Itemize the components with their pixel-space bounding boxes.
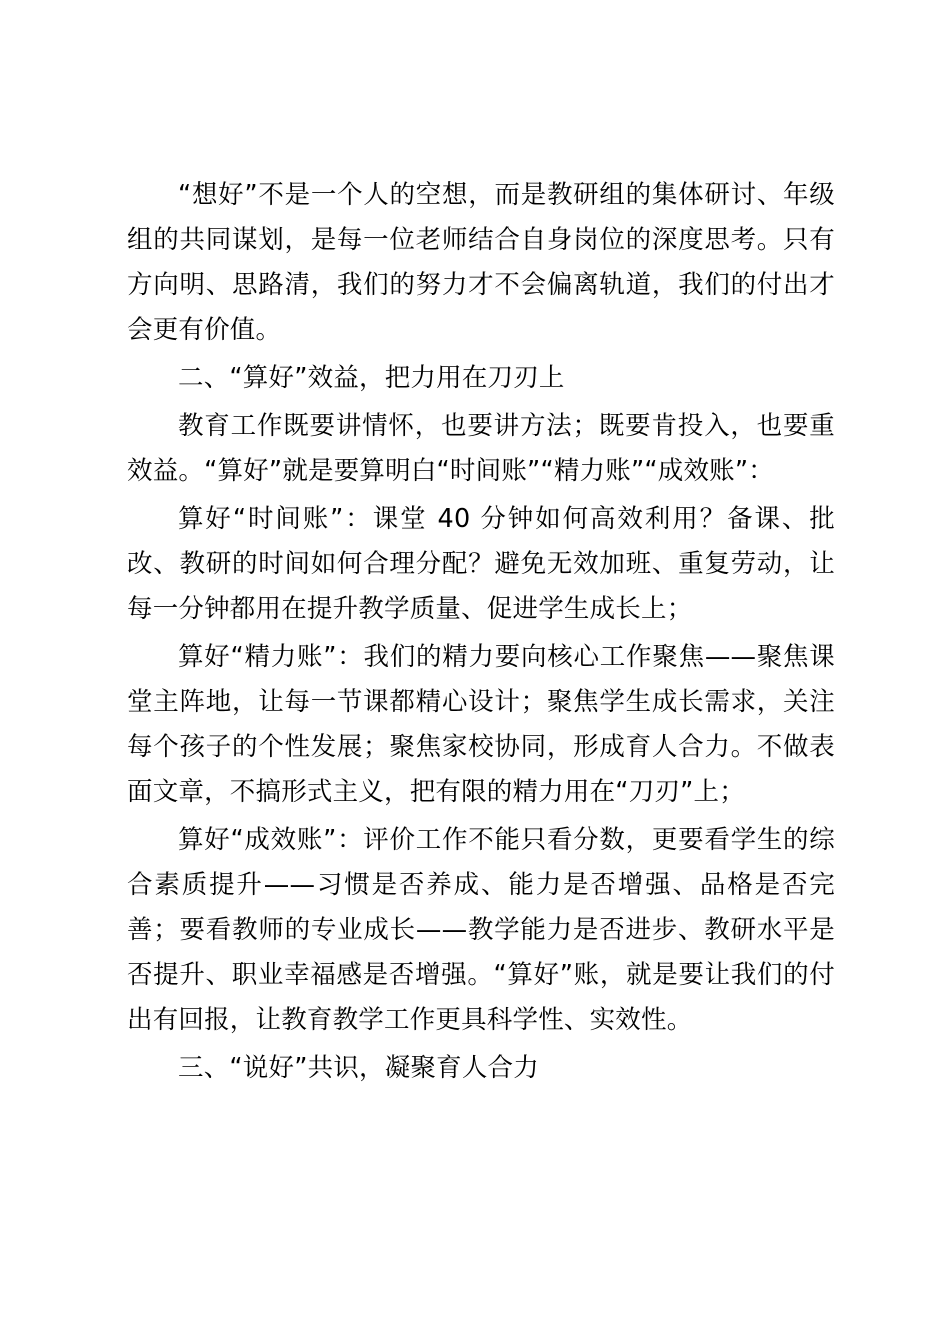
document-body xyxy=(127,173,835,1091)
section-heading-3: 三、“说好”共识，凝聚育人合力 xyxy=(178,1053,539,1083)
paragraph-time-account: 算好“时间账”：课堂 40 分钟如何高效利用？备课、批改、教研的时间如何合理分配？避免无效加班、重复劳动，让每一分钟都用在提升教学质量、促进学生成长上； xyxy=(127,504,835,624)
paragraph-suanhao-intro: 教育工作既要讲情怀，也要讲方法；既要肯投入，也要重效益。“算好”就是要算明白“时间账”“精力账”“成效账”： xyxy=(127,411,835,486)
paragraph-energy-account: 算好“精力账”：我们的精力要向核心工作聚焦——聚焦课堂主阵地，让每一节课都精心设计；聚焦学生成长需求，关注每个孩子的个性发展；聚焦家校协同，形成育人合力。不做表面文章，不搞形式主义，把有限的精力用在“刀刃”上； xyxy=(127,642,835,807)
paragraph-xianghao-conclusion: “想好”不是一个人的空想，而是教研组的集体研讨、年级组的共同谋划，是每一位老师结合自身岗位的深度思考。只有方向明、思路清，我们的努力才不会偏离轨道，我们的付出才会更有价值。 xyxy=(127,180,835,345)
section-heading-2: 二、“算好”效益，把力用在刀刃上 xyxy=(178,363,565,393)
paragraph-effect-account: 算好“成效账”：评价工作不能只看分数，更要看学生的综合素质提升——习惯是否养成、能力是否增强、品格是否完善；要看教师的专业成长——教学能力是否进步、教研水平是否提升、职业幸福感是否增强。“算好”账，就是要让我们的付出有回报，让教育教学工作更具科学性、实效性。 xyxy=(127,825,835,1035)
